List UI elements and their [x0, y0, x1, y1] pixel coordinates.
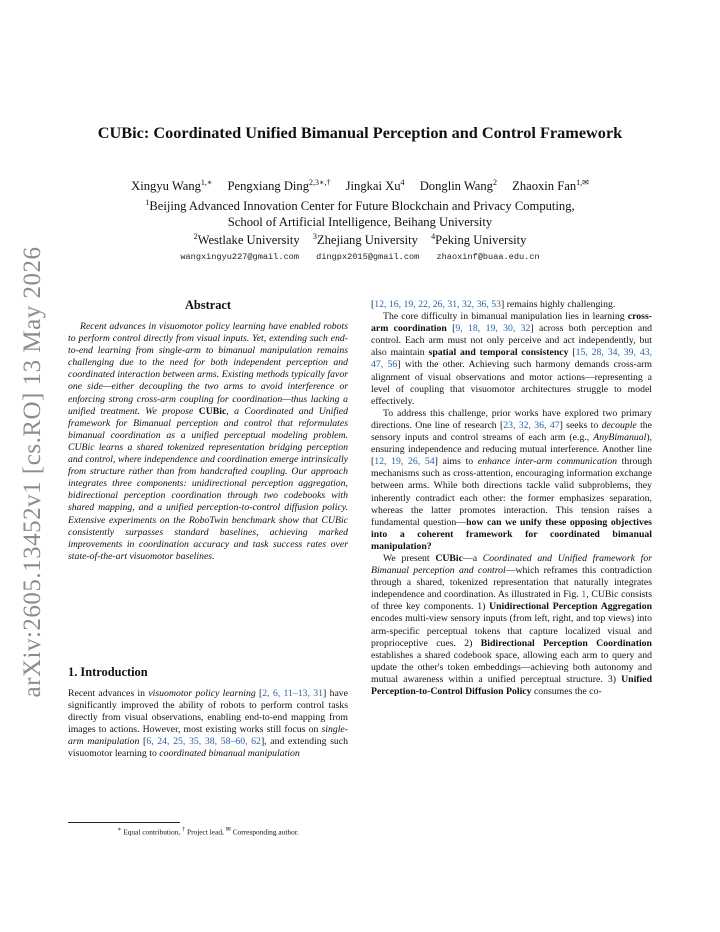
citation-link[interactable]: 15, 28, 34, 39, 43, 47, 56 — [371, 347, 652, 371]
author: Xingyu Wang$^{1,∗}$ — [131, 178, 213, 194]
author: Donglin Wang$^2$ — [419, 178, 497, 194]
introduction-text: Recent advances in visuomotor policy learning [2, 6, 11–13, 31] have significantly improved the ability of robots to perform control tasks directly from visual observations, enabling end-to-end mapping from images to actions. However, most existing works still focus on single-arm manipulation [6, 24, 25, 35, 38, 58–60, 62], and extending such visuomotor learning to coordinated bimanual manipulation — [68, 688, 349, 760]
affiliation-line-3: $^2$Westlake University $^3$Zhejiang University $^4$Peking University — [193, 232, 527, 248]
citation-link[interactable]: 23, 32, 36, 47 — [503, 419, 560, 431]
citation-link[interactable]: 12, 19, 26, 54 — [374, 456, 435, 468]
author: Zhaoxin Fan$^{1,✉}$ — [512, 178, 589, 194]
citation-link[interactable]: 2, 6, 11–13, 31 — [262, 688, 324, 699]
email[interactable]: zhaoxinf@buaa.edu.cn — [436, 252, 540, 262]
author-list — [60, 178, 660, 194]
footnote: ∗ Equal contribution, † Project lead, ✉ Corresponding author. — [117, 827, 299, 837]
affiliation-line-1: $^1$Beijing Advanced Innovation Center for Future Blockchain and Privacy Computing, — [145, 198, 575, 214]
author: Jingkai Xu$^4$ — [345, 178, 405, 194]
paper-title: CUBic: Coordinated Unified Bimanual Perception and Control Framework — [97, 123, 623, 142]
citation-link[interactable]: 9, 18, 19, 30, 32 — [455, 323, 531, 335]
arxiv-watermark — [17, 246, 49, 698]
right-column-text: [12, 16, 19, 22, 26, 31, 32, 36, 53] remains highly challenging. The core difficulty in bimanual manipulation lies in learning cross-arm coordination [9, 18, 19, 30, 32] across both perception and control. Each arm must not only perceive and act independently, but also maintain spatial and temporal consistency [15, 28, 34, 39, 43, 47, 56] with the other. Achieving such harmony demands cross-arm alignment of visual observations and motor actions—representing a level of coupling that visuomotor architectures struggle to model effectively. To address this challenge, prior works have explored two primary directions. One line of research [23, 32, 36, 47] seeks to decouple the sensory inputs and control streams of each arm (e.g., AnyBimanual), ensuring independence and reducing mutual interference. Another line [12, 19, 26, 54] aims to enhance inter-arm communication through mechanisms such as cross-attention, encouraging information exchange between arms. While both directions tackle valid subproblems, they inherently contradict each other: the former emphasizes separation, whereas the latter promotes interaction. This tension raises a fundamental question—how can we unify these opposing objectives into a coherent framework for coordinated bimanual manipulation? We present CUBic—a Coordinated and Unified framework for Bimanual perception and control—which reframes this contradiction through a shared, tokenized representation that naturally integrates independence and coordination. As illustrated in Fig. 1, CUBic consists of three key components. 1) Unidirectional Perception Aggregation encodes multi-view sensory inputs (from left, right, and top views) into arm-specific perceptual tokens that capture localized visual and proprioceptive cues. 2) Bidirectional Perception Coordination establishes a shared codebook space, allowing each arm to query and update the other's token embeddings—achieving both autonomy and mutual awareness within a unified perceptual structure. 3) Unified Perception-to-Control Diffusion Policy consumes the co- — [371, 299, 653, 697]
arxiv-id: arXiv:2605.13452v1 [cs.RO] 13 May 2026 — [19, 246, 46, 698]
figure-link[interactable]: 1 — [581, 589, 587, 601]
author: Pengxiang Ding$^{2,3∗,\dagger}$ — [227, 178, 331, 194]
abstract-heading: Abstract — [184, 298, 232, 312]
citation-link[interactable]: 6, 24, 25, 35, 38, 58–60, 62 — [146, 736, 261, 748]
abstract-text: Recent advances in visuomotor policy learning have enabled robots to perform control directly from visual inputs. Yet, extending such end-to-end learning from single-arm to bimanual manipulation remains challenging due to the need for both independent perception and coordinated interaction between arms. Existing methods typically favor one side—either decoupling the two arms to avoid interference or enforcing strong cross-arm coupling for coordination—thus lacking a unified treatment. We propose CUBic, a Coordinated and Unified framework for Bimanual perception and control that reformulates bimanual coordination as a unified perceptual modeling problem. CUBic learns a shared tokenized representation bridging perception and control, where independence and coordination emerge intrinsically from structure rather than from handcrafted coupling. Our approach integrates three components: unidirectional perception aggregation, bidirectional perception coordination through two codebooks with shared mapping, and a unified perception-to-control diffusion policy. Extensive experiments on the RoboTwin benchmark show that CUBic consistently surpasses standard baselines, achieving marked improvements in coordination accuracy and task success rates over state-of-the-art visuomotor baselines. — [68, 321, 348, 562]
email[interactable]: wangxingyu227@gmail.com — [180, 252, 299, 262]
affiliation-line-2: School of Artificial Intelligence, Beihang University — [227, 215, 493, 229]
citation-link[interactable]: 12, 16, 19, 22, 26, 31, 32, 36, 53 — [374, 299, 501, 310]
author-emails — [60, 252, 660, 262]
footnote-rule — [68, 822, 180, 823]
section-heading-introduction: 1. Introduction — [68, 665, 148, 679]
email[interactable]: dingpx2015@gmail.com — [316, 252, 420, 262]
